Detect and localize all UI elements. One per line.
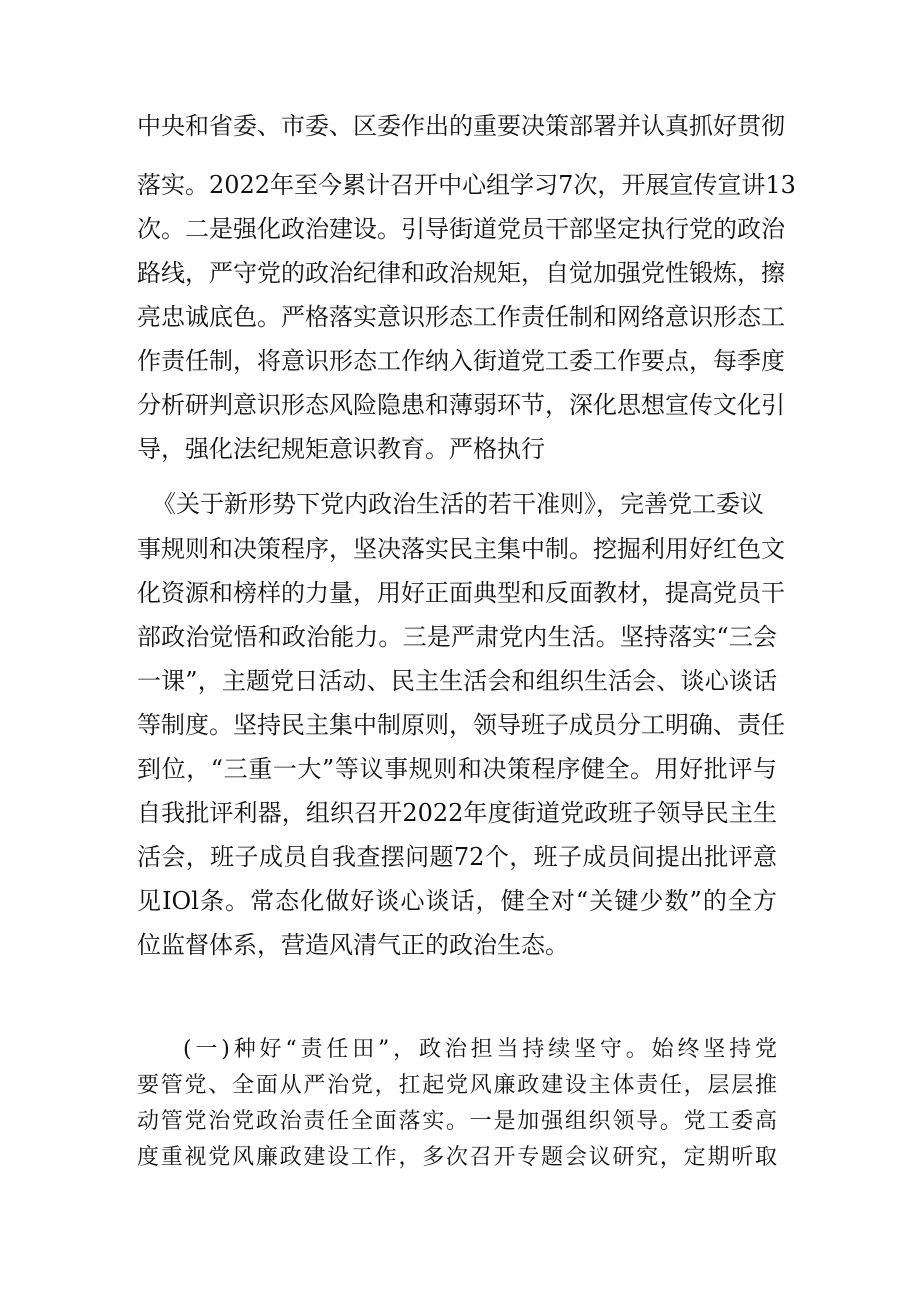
text-line: 导，强化法纪规矩意识教育。严格执行	[137, 435, 545, 463]
text-line: 分析研判意识形态风险隐患和薄弱环节，深化思想宣传文化引	[137, 391, 785, 419]
text-line: 位监督体系，营造风清气正的政治生态。	[137, 931, 569, 959]
text-line: 度重视党风廉政建设工作，多次召开专题会议研究，定期听取	[137, 1145, 777, 1170]
text-line: 《关于新形势下党内政治生活的若干准则》，完善党工委议	[152, 490, 764, 518]
text-line: 活会，班子成员自我查摆问题72个，班子成员间提出批评意	[137, 843, 777, 871]
text-line: 事规则和决策程序，坚决落实民主集中制。挖掘利用好红色文	[137, 535, 785, 563]
text-line: 等制度。坚持民主集中制原则，领导班子成员分工明确、责任	[137, 711, 785, 739]
text-line: 部政治觉悟和政治能力。三是严肃党内生活。坚持落实“三会	[137, 623, 777, 651]
text-line: 次。二是强化政治建设。引导街道党员干部坚定执行党的政治	[137, 215, 785, 243]
text-line: 要管党、全面从严治党，扛起党风廉政建设主体责任，层层推	[137, 1073, 777, 1098]
text-line: 路线，严守党的政治纪律和政治规矩，自觉加强党性锻炼，擦	[137, 259, 785, 287]
text-line: 作责任制，将意识形态工作纳入街道党工委工作要点，每季度	[137, 347, 785, 375]
text-line: 一课”，主题党日活动、民主生活会和组织生活会、谈心谈话	[137, 667, 777, 695]
text-line: (一)种好“责任田”，政治担当持续坚守。始终坚持党	[183, 1037, 777, 1062]
text-line: 动管党治党政治责任全面落实。一是加强组织领导。党工委高	[137, 1109, 777, 1134]
text-line: 亮忠诚底色。严格落实意识形态工作责任制和网络意识形态工	[137, 303, 785, 331]
text-line: 自我批评利器，组织召开2022年度街道党政班子领导民主生	[137, 799, 777, 827]
text-line: 中央和省委、市委、区委作出的重要决策部署并认真抓好贯彻	[137, 112, 785, 140]
text-line: 落实。2022年至今累计召开中心组学习7次，开展宣传宣讲13	[137, 171, 796, 199]
text-line: 到位，“三重一大”等议事规则和决策程序健全。用好批评与	[137, 755, 777, 783]
text-line: 见IOl条。常态化做好谈心谈话，健全对“关键少数”的全方	[137, 887, 777, 915]
text-line: 化资源和榜样的力量，用好正面典型和反面教材，提高党员干	[137, 579, 785, 607]
